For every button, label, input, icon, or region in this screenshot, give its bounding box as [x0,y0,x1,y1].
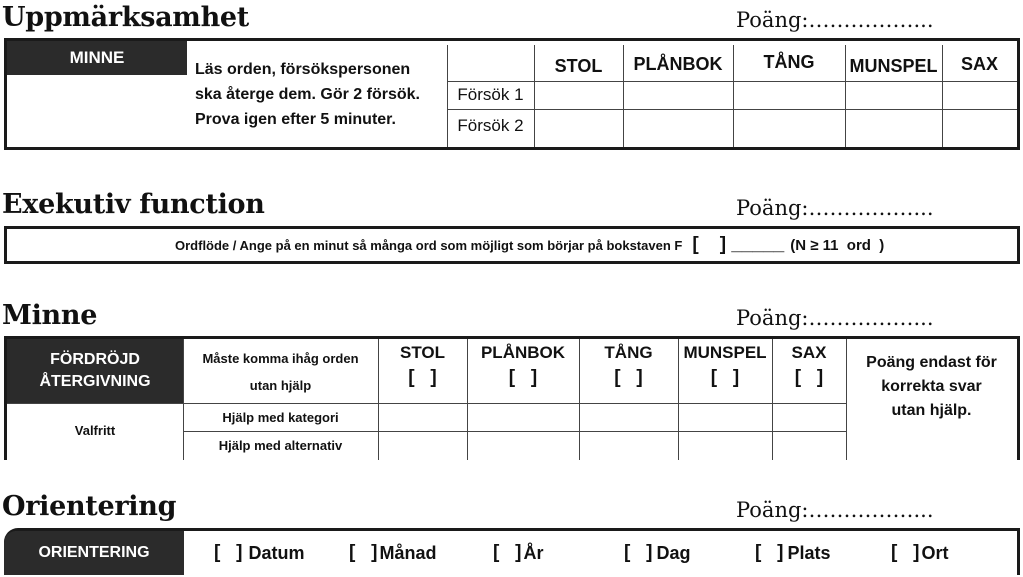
word-header-stol: STOL [554,55,603,76]
orientation-item-label: Plats [787,542,831,563]
orientation-item-label: Månad [379,542,437,563]
orientation-label-text: ORIENTERING [38,544,150,561]
recall-col-munspel [678,343,772,389]
recall-word: SAX [791,343,827,362]
recall-checkbox[interactable]: [ ] [408,367,437,388]
orientation-item-year[interactable] [493,531,544,575]
word-header-tang: TÅNG [763,51,815,72]
scoring-note-line: utan hjälp. [891,402,972,419]
recall-col-stol [378,343,467,389]
orientation-label [4,531,184,575]
recall-checkbox[interactable]: [ ] [614,367,643,388]
scoring-note [846,351,1017,423]
orientation-table [4,528,1020,575]
scoring-note-line: korrekta svar [881,378,982,395]
instruction-line: Läs orden, försökspersonen [195,61,411,78]
instruction-line: utan hjälp [249,378,312,393]
recall-checkbox[interactable]: [ ] [508,367,538,388]
memory-label-text: MINNE [69,48,125,67]
delayed-recall-label [7,339,183,403]
instruction-line: Måste komma ihåg orden [202,351,359,366]
word-header-munspel: MUNSPEL [849,55,938,76]
fluency-criterion: (N ≥ 11 ord ) [790,236,885,254]
orientation-item-label: Dag [656,542,691,563]
recall-word: MUNSPEL [683,343,767,362]
score-field-memory[interactable]: Poäng:……………... [736,306,934,330]
delayed-recall-instruction [183,345,378,399]
recall-col-tang [579,343,678,389]
optional-label: Valfritt [74,422,116,438]
orientation-checkbox[interactable]: [ ] [891,542,920,563]
orientation-item-label: Ort [921,542,949,563]
hint-category-label: Hjälp med kategori [222,409,339,425]
orientation-item-city[interactable] [891,531,949,575]
attention-table [4,38,1020,150]
orientation-item-label: År [523,542,544,563]
orientation-checkbox[interactable]: [ ] [624,542,653,563]
recall-word: PLÅNBOK [480,343,566,362]
score-field-executive[interactable]: Poäng:……………... [736,196,934,220]
orientation-item-label: Datum [248,542,305,563]
executive-table [4,226,1020,264]
instruction-line: ska återge dem. Gör 2 försök. [195,86,420,103]
recall-checkbox[interactable]: [ ] [794,367,824,388]
section-title-memory: Minne [2,300,98,331]
orientation-item-place[interactable] [755,531,831,575]
orientation-checkbox[interactable]: [ ] [214,542,243,563]
word-header-planbok: PLÅNBOK [633,53,723,74]
fluency-instruction: Ordflöde / Ange på en minut så många ord som möjligt som börjar på bokstaven F [175,237,683,253]
fluency-row [175,229,884,261]
memory-label-cell [7,41,187,75]
score-field-orientation[interactable]: Poäng:……………... [736,498,934,522]
delayed-recall-label-line: FÖRDRÖJD [50,351,140,368]
attention-instruction [195,57,445,132]
delayed-recall-label-line: ÅTERGIVNING [39,373,151,390]
recall-checkbox[interactable]: [ ] [710,367,740,388]
recall-word: STOL [399,343,446,362]
fluency-answer-field[interactable]: [ ] _____ [692,234,785,255]
word-header-sax: SAX [960,53,998,74]
delayed-recall-table [4,336,1020,460]
scoring-note-line: Poäng endast för [866,354,997,371]
section-title-executive: Exekutiv function [2,189,265,220]
recall-word: TÅNG [604,343,653,362]
recall-col-sax [772,343,846,389]
instruction-line: Prova igen efter 5 minuter. [195,111,396,128]
orientation-item-month[interactable] [349,531,437,575]
orientation-checkbox[interactable]: [ ] [349,542,378,563]
orientation-checkbox[interactable]: [ ] [755,542,784,563]
orientation-item-day[interactable] [624,531,691,575]
orientation-checkbox[interactable]: [ ] [493,542,522,563]
recall-col-planbok [467,343,579,389]
section-title-orientation: Orientering [2,491,177,522]
hint-alternative-label: Hjälp med alternativ [218,437,343,453]
section-title-attention: Uppmärksamhet [2,2,249,33]
trial-label-2: Försök 2 [457,116,524,135]
trial-label-1: Försök 1 [457,85,524,104]
score-field-attention[interactable]: Poäng:……………... [736,8,934,32]
orientation-item-date[interactable] [214,531,305,575]
